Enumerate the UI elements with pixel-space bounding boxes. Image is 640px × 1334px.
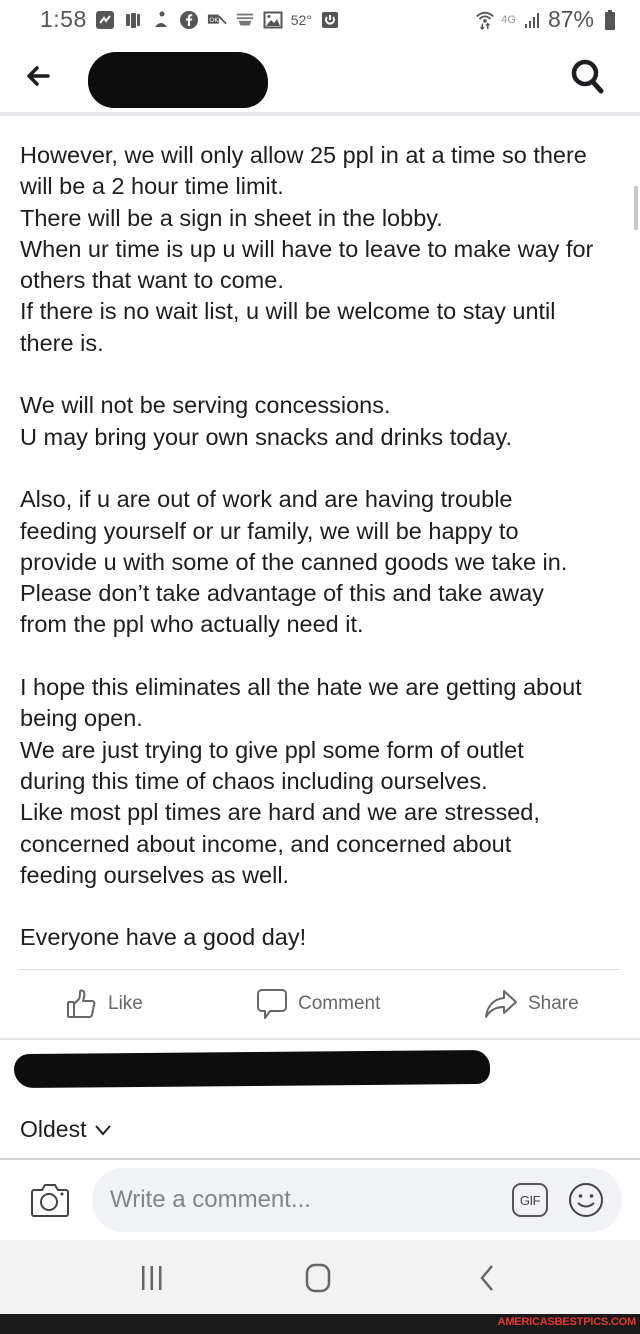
post-line: being open. xyxy=(20,705,143,732)
like-button[interactable] xyxy=(66,984,143,1024)
post-line: If there is no wait list, u will be welcome to stay until xyxy=(20,298,556,325)
post-line: Also, if u are out of work and are having trouble xyxy=(20,486,513,513)
smiley-icon xyxy=(568,1182,604,1218)
redacted-reactions xyxy=(14,1050,490,1088)
comment-sort-dropdown[interactable] xyxy=(20,1116,112,1143)
camera-button[interactable] xyxy=(30,1180,70,1220)
chevron-down-icon xyxy=(94,1124,112,1136)
post-paragraph xyxy=(20,484,624,640)
system-nav-bar xyxy=(0,1240,640,1314)
share-button[interactable] xyxy=(484,984,579,1024)
gif-label: GIF xyxy=(519,1192,541,1208)
comment-input[interactable] xyxy=(110,1168,490,1232)
gallery-icon xyxy=(263,10,283,30)
watermark-text: AMERICASBESTPICS.COM xyxy=(497,1316,636,1328)
emoji-button[interactable] xyxy=(568,1182,604,1218)
post-line: Please don’t take advantage of this and take away xyxy=(20,580,544,607)
post-line: feeding ourselves as well. xyxy=(20,861,290,888)
search-button[interactable] xyxy=(570,58,604,94)
comment-input-container[interactable] xyxy=(92,1168,622,1232)
home-icon xyxy=(298,1262,338,1294)
post-line: U may bring your own snacks and drinks today. xyxy=(20,423,512,450)
home-button[interactable] xyxy=(298,1262,338,1294)
post-line: Like most ppl times are hard and we are stressed, xyxy=(20,799,540,826)
post-line: feeding yourself or ur family, we will be happy to xyxy=(20,517,519,544)
comment-button[interactable] xyxy=(256,984,380,1024)
post-paragraph xyxy=(20,922,624,953)
reactions-summary[interactable] xyxy=(8,1052,488,1092)
post-paragraph xyxy=(20,140,624,359)
messenger-icon xyxy=(95,10,115,30)
post-line: Everyone have a good day! xyxy=(20,924,307,951)
ok-icon xyxy=(207,10,227,30)
app-header xyxy=(0,40,640,116)
status-time: 1:58 xyxy=(40,6,87,32)
comment-label: Comment xyxy=(298,993,381,1014)
watermark-bar xyxy=(0,1314,640,1334)
back-button[interactable] xyxy=(24,62,52,90)
battery-percent: 87% xyxy=(547,6,594,32)
network-type: 4G xyxy=(501,13,516,26)
camera-icon xyxy=(30,1180,70,1220)
battery-icon xyxy=(600,10,620,30)
scroll-indicator[interactable] xyxy=(634,186,638,230)
post-line: I hope this eliminates all the hate we are getting about xyxy=(20,674,582,701)
status-bar xyxy=(0,0,640,40)
app-icon xyxy=(123,10,143,30)
share-label: Share xyxy=(528,993,579,1014)
system-back-button[interactable] xyxy=(468,1262,508,1294)
power-saving-icon xyxy=(320,10,340,30)
like-label: Like xyxy=(108,993,143,1014)
signal-icon xyxy=(522,10,542,30)
facebook-icon xyxy=(179,10,199,30)
recent-apps-icon xyxy=(132,1262,172,1294)
post-line: However, we will only allow 25 ppl in at a time so there xyxy=(20,142,587,168)
post-paragraph xyxy=(20,672,624,891)
post-line: there is. xyxy=(20,329,104,356)
post-line: during this time of chaos including ourselves. xyxy=(20,767,488,794)
divider xyxy=(0,1038,640,1040)
comment-composer xyxy=(0,1160,640,1240)
share-arrow-icon xyxy=(484,988,518,1020)
post-line: We will not be serving concessions. xyxy=(20,392,391,419)
speech-bubble-icon xyxy=(256,987,288,1021)
post-line: There will be a sign in sheet in the lobby. xyxy=(20,204,443,231)
divider xyxy=(18,969,620,970)
wifi-icon xyxy=(475,10,495,30)
post-line: When ur time is up u will have to leave to make way for xyxy=(20,235,594,262)
post-line: concerned about income, and concerned about xyxy=(20,830,512,857)
post-paragraph xyxy=(20,390,624,453)
recent-apps-button[interactable] xyxy=(132,1262,172,1294)
status-right xyxy=(475,6,620,33)
post-line: from the ppl who actually need it. xyxy=(20,611,364,638)
gif-button[interactable] xyxy=(512,1183,548,1217)
post-body xyxy=(20,140,624,985)
post-actions xyxy=(0,972,640,1038)
chevron-left-icon xyxy=(468,1262,508,1294)
weather-temperature: 52° xyxy=(290,11,312,28)
arrow-left-icon xyxy=(24,62,52,90)
post-line: others that want to come. xyxy=(20,267,284,294)
svg-text:OK: OK xyxy=(209,16,219,24)
search-icon xyxy=(570,58,604,94)
sort-label: Oldest xyxy=(20,1116,87,1142)
redacted-page-title xyxy=(88,52,268,108)
status-left xyxy=(40,6,340,33)
thumbs-up-icon xyxy=(66,988,98,1020)
post-line: provide u with some of the canned goods we take in. xyxy=(20,548,568,575)
figure-icon xyxy=(151,10,171,30)
post-line: will be a 2 hour time limit. xyxy=(20,173,284,200)
post-line: We are just trying to give ppl some form of outlet xyxy=(20,736,524,763)
shopping-icon xyxy=(235,10,255,30)
